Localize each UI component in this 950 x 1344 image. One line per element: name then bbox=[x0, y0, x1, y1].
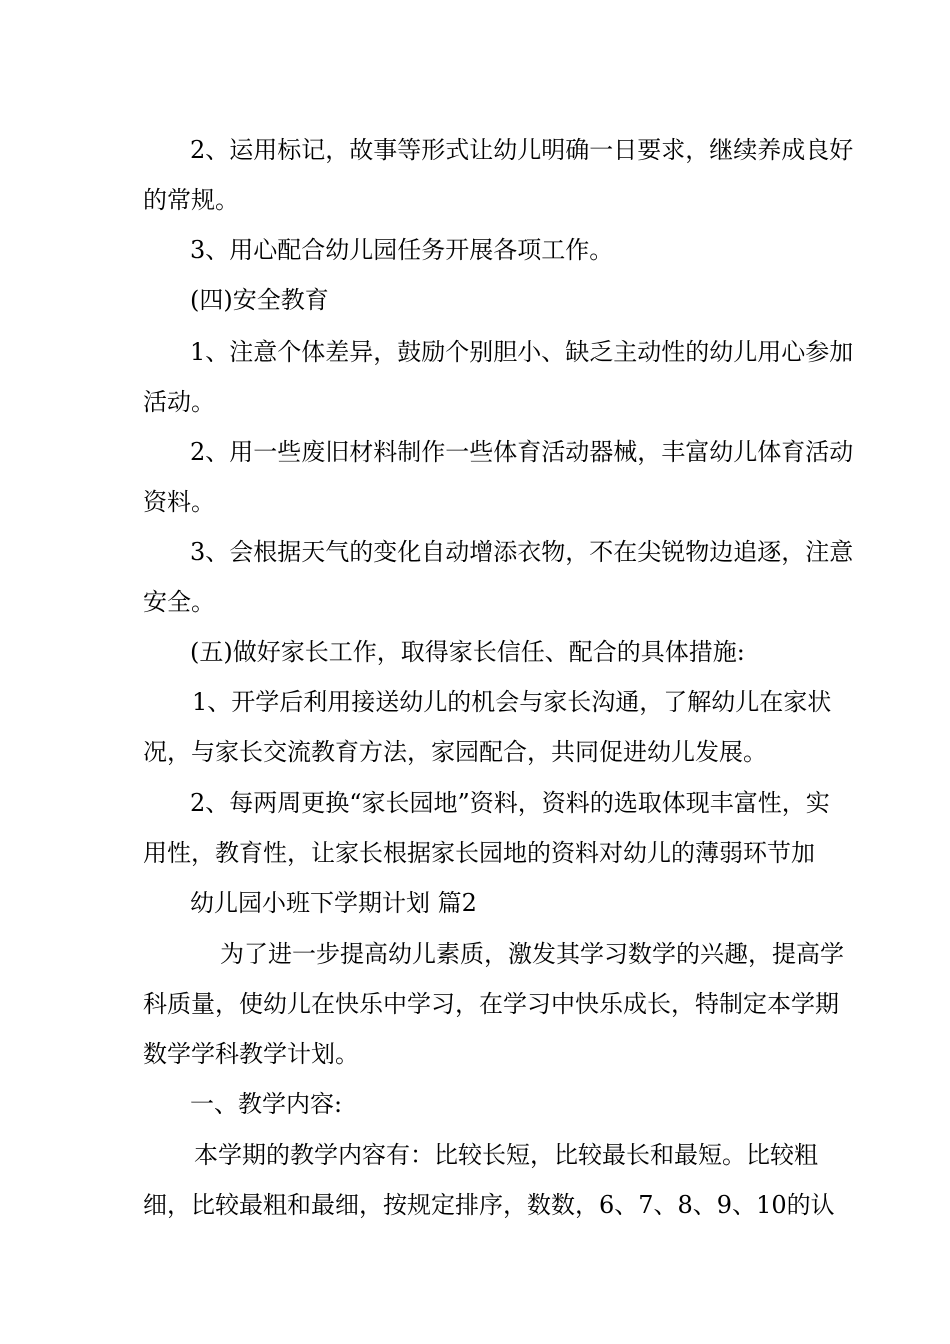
text-line: 2、运用标记，故事等形式让幼儿明确一日要求，继续养成良好 bbox=[190, 136, 854, 164]
text-line: 科质量，使幼儿在快乐中学习，在学习中快乐成长，特制定本学期 bbox=[143, 990, 839, 1018]
text-line: 本学期的教学内容有：比较长短，比较最长和最短。比较粗 bbox=[194, 1141, 818, 1169]
text-line: 资料。 bbox=[143, 488, 215, 516]
section-title: 幼儿园小班下学期计划 篇2 bbox=[190, 889, 477, 917]
text-line: 细，比较最粗和最细，按规定排序，数数，6、7、8、9、10的认 bbox=[143, 1191, 835, 1219]
text-line: 况，与家长交流教育方法，家园配合，共同促进幼儿发展。 bbox=[143, 738, 767, 766]
text-line: 1、注意个体差异，鼓励个别胆小、缺乏主动性的幼儿用心参加 bbox=[190, 338, 854, 366]
text-line: 活动。 bbox=[143, 388, 215, 416]
section-heading: 一、教学内容: bbox=[190, 1090, 343, 1118]
text-line: 2、用一些废旧材料制作一些体育活动器械，丰富幼儿体育活动 bbox=[190, 438, 854, 466]
section-heading: (四)安全教育 bbox=[190, 286, 329, 314]
text-line: 1、开学后利用接送幼儿的机会与家长沟通，了解幼儿在家状 bbox=[192, 688, 832, 716]
section-heading: (五)做好家长工作，取得家长信任、配合的具体措施: bbox=[190, 638, 745, 666]
text-line: 2、每两周更换“家长园地”资料，资料的选取体现丰富性，实 bbox=[190, 789, 830, 817]
text-line: 数学学科教学计划。 bbox=[143, 1040, 359, 1068]
text-line: 3、用心配合幼儿园任务开展各项工作。 bbox=[190, 236, 614, 264]
text-line: 为了进一步提高幼儿素质，激发其学习数学的兴趣，提高学 bbox=[220, 940, 844, 968]
text-line: 用性，教育性，让家长根据家长园地的资料对幼儿的薄弱环节加 bbox=[143, 839, 815, 867]
text-line: 的常规。 bbox=[143, 186, 239, 214]
text-line: 安全。 bbox=[143, 588, 215, 616]
text-line: 3、会根据天气的变化自动增添衣物，不在尖锐物边追逐，注意 bbox=[190, 538, 854, 566]
